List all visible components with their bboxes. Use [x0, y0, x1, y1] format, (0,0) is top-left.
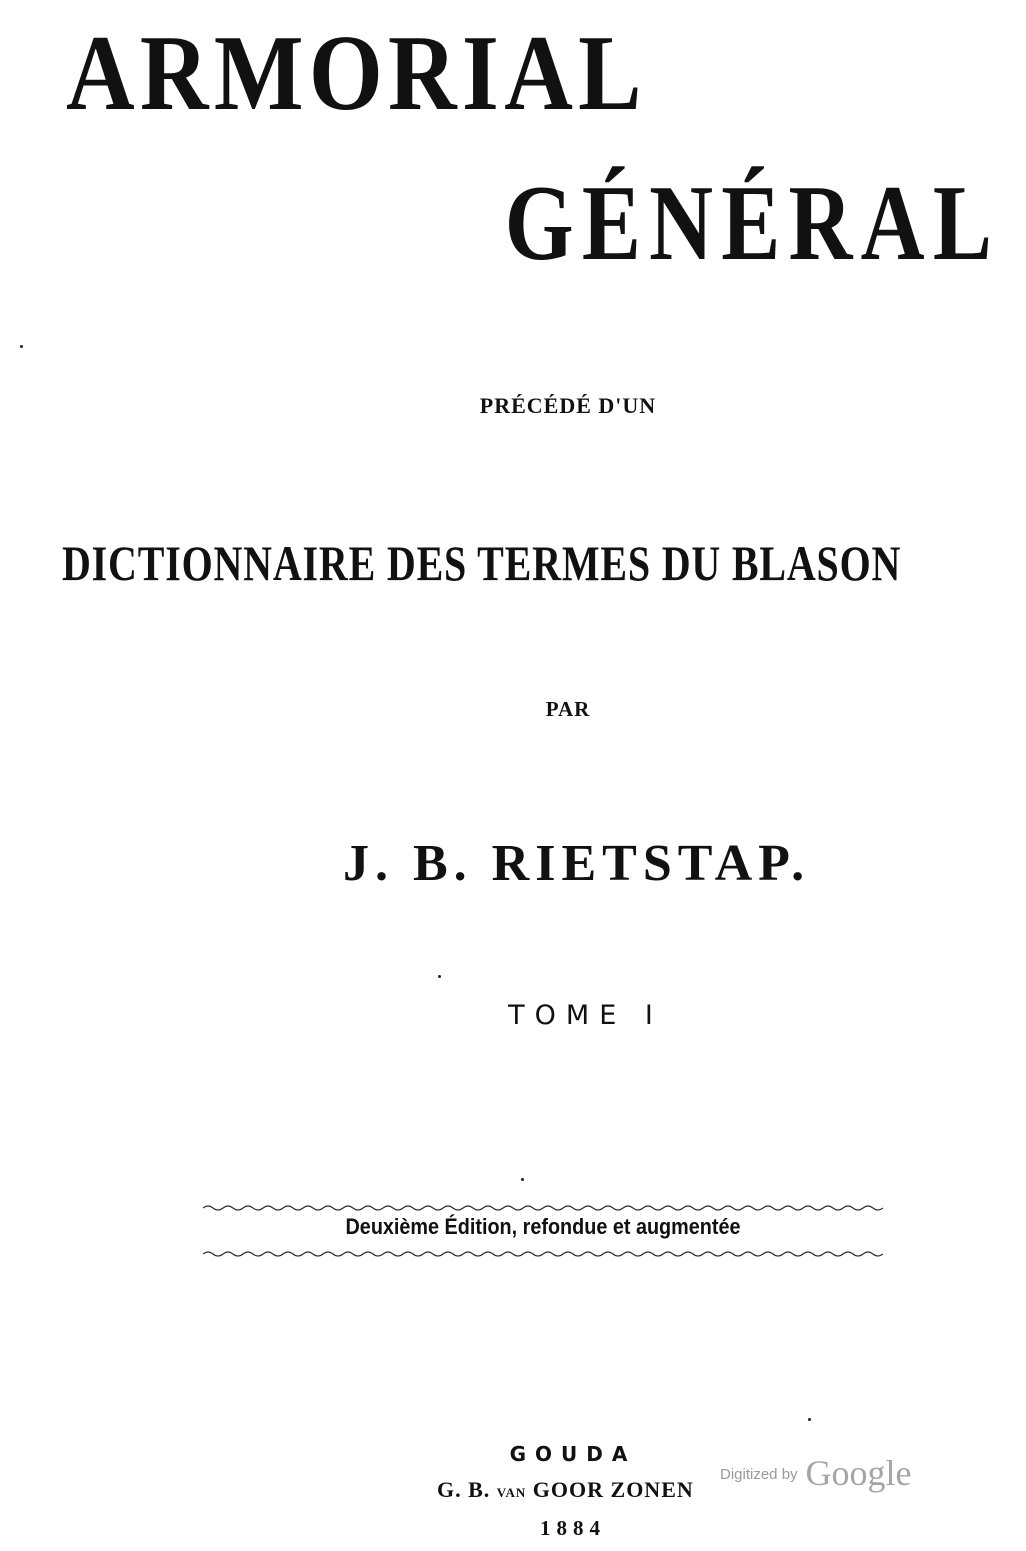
publisher-van: VAN [496, 1485, 527, 1500]
imprint-publisher [437, 1477, 694, 1503]
wavy-rule-bottom [203, 1248, 883, 1258]
publisher-name: GOOR ZONEN [532, 1477, 694, 1502]
preceded-text: PRÉCÉDÉ D'UN [479, 393, 657, 418]
edition-banner [203, 1200, 883, 1262]
print-speck [808, 1418, 811, 1421]
subtitle-dictionary: DICTIONNAIRE DES TERMES DU BLASON [62, 535, 902, 591]
watermark-prefix: Digitized by [720, 1466, 798, 1483]
print-speck [521, 1178, 524, 1181]
author-name: J. B. RIETSTAP. [343, 835, 811, 892]
print-speck [20, 345, 23, 348]
google-watermark [720, 1452, 912, 1494]
print-speck [438, 975, 441, 978]
wavy-rule-top [203, 1202, 883, 1212]
by-text: PAR [545, 697, 591, 721]
volume-label: TOME I [508, 1000, 663, 1031]
imprint-year: 1884 [540, 1516, 606, 1540]
title-line-armorial: ARMORIAL [66, 14, 647, 133]
title-line-general: GÉNÉRAL [504, 164, 1000, 283]
edition-text: Deuxième Édition, refondue et augmentée [345, 1214, 741, 1239]
google-logo: Google [805, 1453, 912, 1493]
publisher-initials: G. B. [437, 1477, 491, 1502]
imprint-city: GOUDA [509, 1442, 637, 1466]
